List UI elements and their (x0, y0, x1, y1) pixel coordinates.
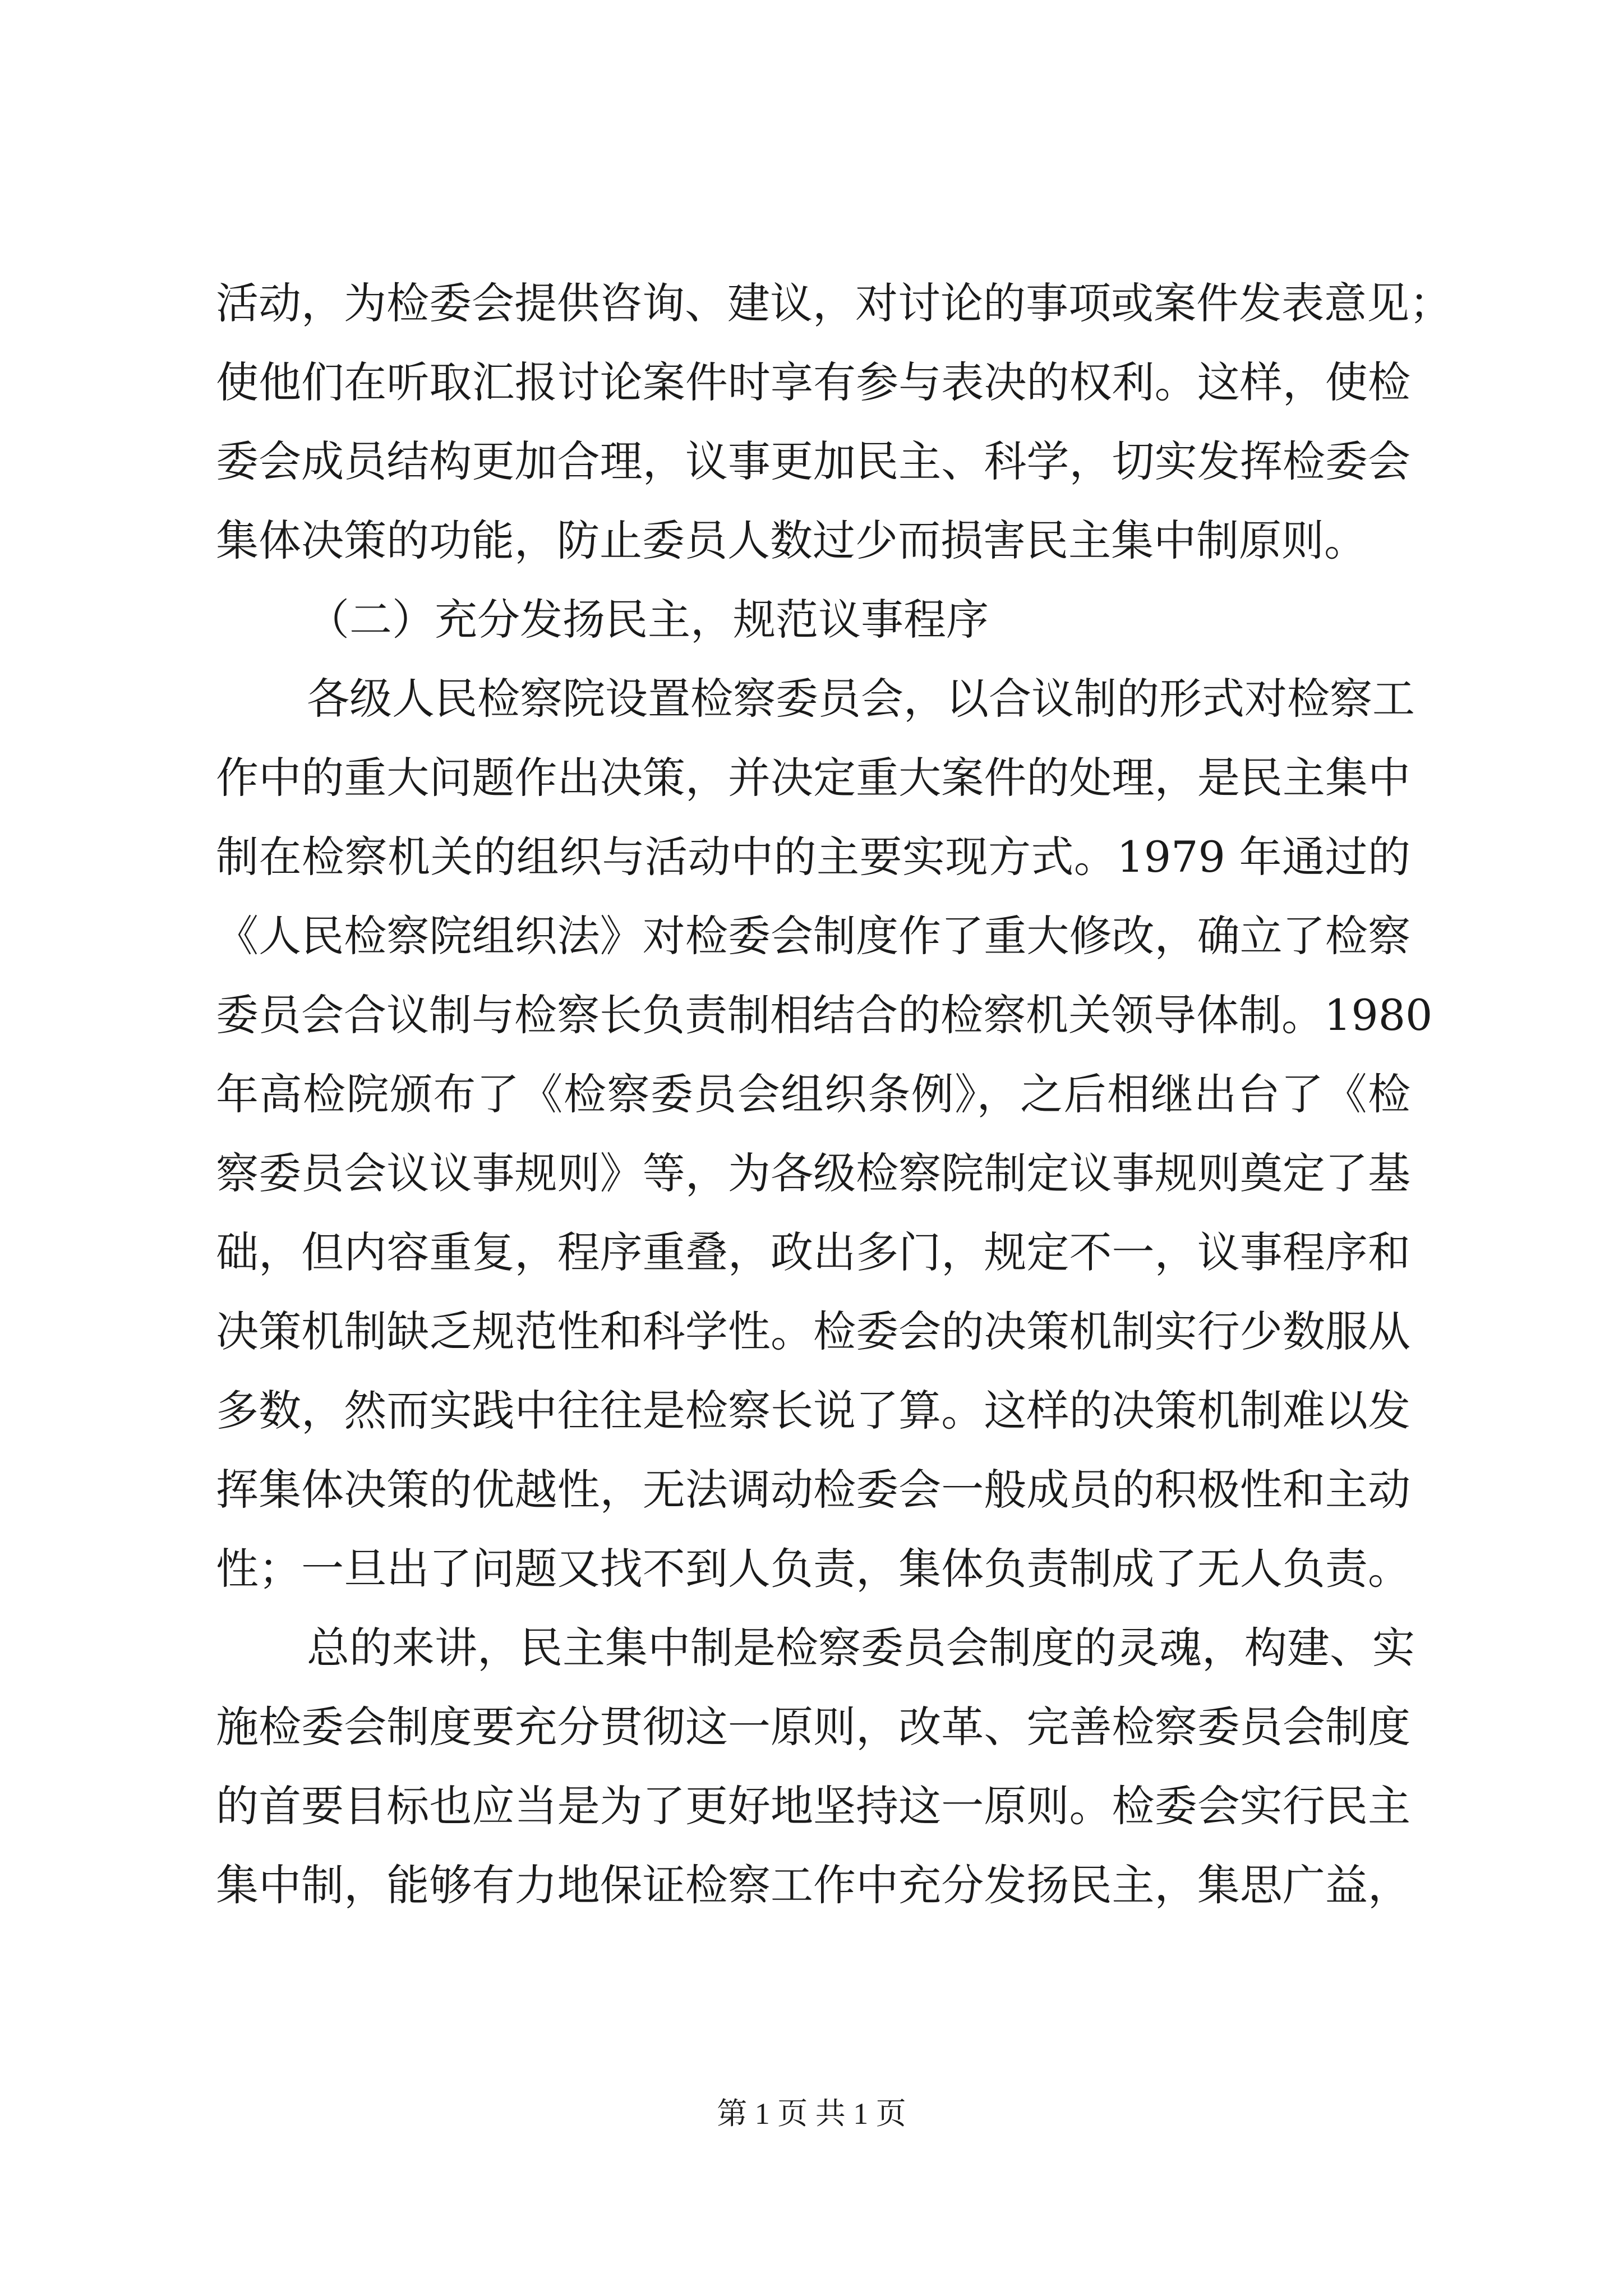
paragraph-line: 委会成员结构更加合理，议事更加民主、科学，切实发挥检委会 (216, 436, 1410, 486)
paragraph-line: 作中的重大问题作出决策，并决定重大案件的处理，是民主集中 (216, 753, 1410, 803)
section-heading: （二）充分发扬民主，规范议事程序 (307, 595, 989, 645)
paragraph-line: 委员会合议制与检察长负责制相结合的检察机关领导体制。1980 (216, 990, 1433, 1040)
page-number-label: 第 1 页 共 1 页 (717, 2097, 906, 2131)
paragraph-line: 性；一旦出了问题又找不到人负责，集体负责制成了无人负责。 (216, 1544, 1410, 1594)
paragraph-line: 集体决策的功能，防止委员人数过少而损害民主集中制原则。 (216, 516, 1367, 565)
paragraph-line: 集中制，能够有力地保证检察工作中充分发扬民主，集思广益， (216, 1860, 1410, 1910)
paragraph-line: 的首要目标也应当是为了更好地坚持这一原则。检委会实行民主 (216, 1781, 1410, 1831)
paragraph-line: 决策机制缺乏规范性和科学性。检委会的决策机制实行少数服从 (216, 1306, 1410, 1356)
page-footer (0, 2091, 1623, 2136)
paragraph-line: 活动，为检委会提供咨询、建议，对讨论的事项或案件发表意见； (216, 278, 1452, 328)
paragraph-line: 制在检察机关的组织与活动中的主要实现方式。1979 年通过的 (216, 832, 1410, 882)
paragraph-line: 总的来讲，民主集中制是检察委员会制度的灵魂，构建、实 (307, 1623, 1415, 1673)
document-body (216, 264, 1452, 1925)
paragraph-line: 多数，然而实践中往往是检察长说了算。这样的决策机制难以发 (216, 1386, 1410, 1435)
paragraph-line: 察委员会议议事规则》等，为各级检察院制定议事规则奠定了基 (216, 1148, 1410, 1198)
paragraph-line: 各级人民检察院设置检察委员会，以合议制的形式对检察工 (307, 674, 1415, 724)
paragraph-line: 施检委会制度要充分贯彻这一原则，改革、完善检察委员会制度 (216, 1702, 1410, 1752)
paragraph-line: 础，但内容重复，程序重叠，政出多门，规定不一，议事程序和 (216, 1227, 1410, 1277)
paragraph-line: 挥集体决策的优越性，无法调动检委会一般成员的积极性和主动 (216, 1465, 1410, 1515)
paragraph-line: 年高检院颁布了《检察委员会组织条例》，之后相继出台了《检 (216, 1069, 1410, 1119)
paragraph-line: 使他们在听取汇报讨论案件时享有参与表决的权利。这样，使检 (216, 357, 1410, 407)
paragraph-line: 《人民检察院组织法》对检委会制度作了重大修改，确立了检察 (216, 911, 1410, 961)
